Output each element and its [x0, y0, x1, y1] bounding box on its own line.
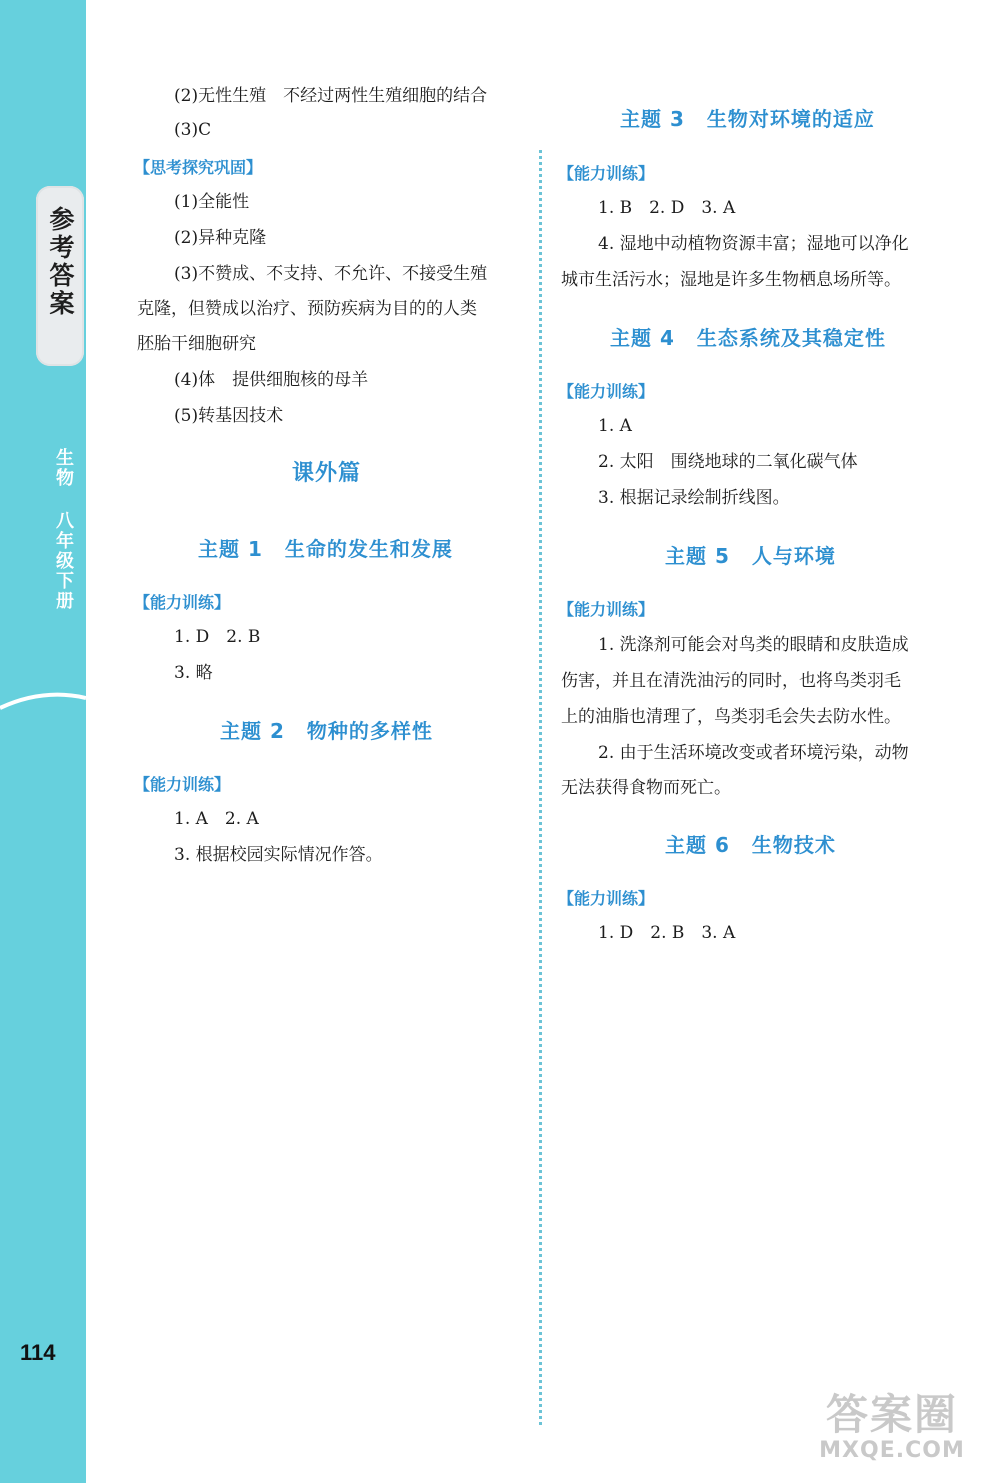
answer-line: 城市生活污水；湿地是许多生物栖息场所等。 — [561, 270, 901, 290]
topic-number: 主题 4 — [610, 326, 675, 350]
topic-number: 主题 6 — [665, 833, 730, 857]
topic-heading — [620, 103, 875, 132]
page-number: 114 — [20, 1340, 56, 1365]
answer-line: 1. 洗涤剂可能会对鸟类的眼睛和皮肤造成 — [598, 635, 909, 655]
watermark — [802, 1392, 982, 1472]
ability-label: 【能力训练】 — [558, 600, 655, 619]
ability-label: 【能力训练】 — [558, 382, 655, 401]
topic-number: 主题 5 — [665, 544, 730, 568]
answer-line: (2)异种克隆 — [174, 228, 267, 248]
answer-tag-text: 参考答案 — [46, 206, 75, 318]
ability-label: 【能力训练】 — [558, 889, 655, 908]
answer-line: (4)体 提供细胞核的母羊 — [174, 370, 369, 390]
ability-label: 【能力训练】 — [134, 775, 231, 794]
ability-label: 【能力训练】 — [134, 593, 231, 612]
sidebar-wave-bottom — [0, 690, 86, 730]
topic-heading — [220, 715, 433, 744]
answer-line: 上的油脂也清理了，鸟类羽毛会失去防水性。 — [561, 707, 901, 727]
think-label: 【思考探究巩固】 — [134, 158, 263, 177]
column-divider — [539, 150, 542, 1425]
topic-number: 主题 3 — [620, 107, 685, 131]
answer-line: 克隆，但赞成以治疗、预防疾病为目的的人类 — [137, 299, 477, 319]
answer-line: 2. 由于生活环境改变或者环境污染，动物 — [598, 743, 909, 763]
sidebar-notch-top — [0, 118, 86, 134]
topic-number: 主题 2 — [220, 719, 285, 743]
topic-number: 主题 1 — [198, 537, 263, 561]
topic-title: 生物技术 — [751, 833, 836, 857]
answer-tag — [36, 186, 84, 366]
topic-title: 生态系统及其稳定性 — [696, 326, 886, 350]
answer-line: (3)不赞成、不支持、不允许、不接受生殖 — [174, 264, 488, 284]
answer-line: (5)转基因技术 — [174, 406, 284, 426]
answer-line: 1. D 2. B 3. A — [598, 923, 736, 943]
answer-line: (2)无性生殖 不经过两性生殖细胞的结合 — [174, 86, 488, 106]
answer-line: 3. 根据记录绘制折线图。 — [598, 488, 790, 508]
topic-title: 生命的发生和发展 — [284, 537, 453, 561]
answer-line: 胚胎干细胞研究 — [137, 334, 256, 354]
answer-line: 4. 湿地中动植物资源丰富；湿地可以净化 — [598, 234, 909, 254]
section-title: 课外篇 — [292, 461, 362, 486]
topic-title: 人与环境 — [751, 544, 836, 568]
watermark-text: 答案圈 — [825, 1390, 958, 1439]
topic-heading — [198, 533, 453, 562]
topic-title: 物种的多样性 — [306, 719, 433, 743]
ability-label: 【能力训练】 — [558, 164, 655, 183]
answer-line: 2. 太阳 围绕地球的二氧化碳气体 — [598, 452, 858, 472]
answer-line: 3. 略 — [174, 663, 213, 683]
answer-line: 1. B 2. D 3. A — [598, 198, 736, 218]
answer-line: 3. 根据校园实际情况作答。 — [174, 845, 383, 865]
topic-heading — [665, 540, 836, 569]
answer-line: 伤害，并且在清洗油污的同时，也将鸟类羽毛 — [561, 671, 901, 691]
topic-title: 生物对环境的适应 — [706, 107, 875, 131]
subject-label: 生物 八年级下册 — [53, 448, 74, 611]
answer-line: (3)C — [174, 120, 212, 140]
answer-line: 1. A 2. A — [174, 809, 259, 829]
answer-line: 1. D 2. B — [174, 627, 261, 647]
watermark-url: MXQE.COM — [819, 1438, 965, 1463]
answer-line: (1)全能性 — [174, 192, 250, 212]
answer-line: 无法获得食物而死亡。 — [561, 778, 731, 798]
answer-line: 1. A — [598, 416, 632, 436]
topic-heading — [610, 322, 886, 351]
topic-heading — [665, 829, 836, 858]
